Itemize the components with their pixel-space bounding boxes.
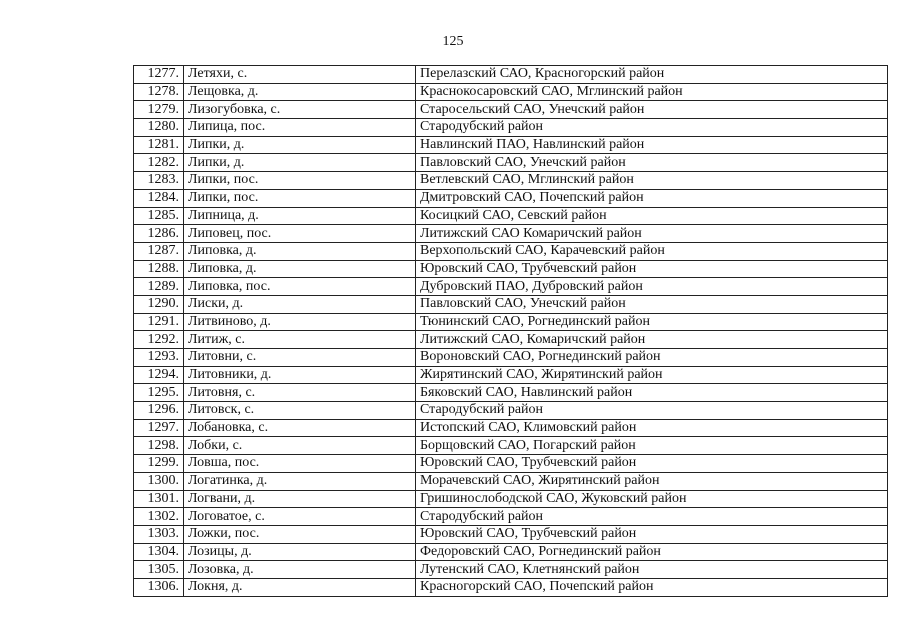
settlement-name: Липница, д.: [184, 207, 416, 225]
table-row: [134, 83, 888, 101]
settlement-name: Липовец, пос.: [184, 225, 416, 243]
administrative-unit: Стародубский район: [416, 402, 888, 420]
row-number: 1294.: [134, 366, 184, 384]
table-row: [134, 119, 888, 137]
table-row: [134, 313, 888, 331]
row-number: 1302.: [134, 508, 184, 526]
table-row: [134, 366, 888, 384]
settlement-name: Липовка, д.: [184, 242, 416, 260]
table-row: [134, 490, 888, 508]
row-number: 1297.: [134, 419, 184, 437]
settlement-name: Летяхи, с.: [184, 66, 416, 84]
row-number: 1296.: [134, 402, 184, 420]
administrative-unit: Стародубский район: [416, 119, 888, 137]
table-row: [134, 136, 888, 154]
row-number: 1306.: [134, 578, 184, 596]
table-row: [134, 455, 888, 473]
administrative-unit: Жирятинский САО, Жирятинский район: [416, 366, 888, 384]
table-row: [134, 189, 888, 207]
row-number: 1292.: [134, 331, 184, 349]
table-row: [134, 154, 888, 172]
settlement-name: Лещовка, д.: [184, 83, 416, 101]
settlement-name: Лозовка, д.: [184, 561, 416, 579]
administrative-unit: Федоровский САО, Рогнединский район: [416, 543, 888, 561]
settlements-table: [133, 65, 888, 597]
table-row: [134, 331, 888, 349]
settlement-name: Липки, пос.: [184, 172, 416, 190]
row-number: 1285.: [134, 207, 184, 225]
table-row: [134, 207, 888, 225]
table-body: [134, 66, 888, 597]
administrative-unit: Косицкий САО, Севский район: [416, 207, 888, 225]
row-number: 1300.: [134, 472, 184, 490]
administrative-unit: Вороновский САО, Рогнединский район: [416, 349, 888, 367]
settlement-name: Липовка, пос.: [184, 278, 416, 296]
settlement-name: Литовск, с.: [184, 402, 416, 420]
administrative-unit: Краснокосаровский САО, Мглинский район: [416, 83, 888, 101]
row-number: 1279.: [134, 101, 184, 119]
row-number: 1299.: [134, 455, 184, 473]
table-row: [134, 419, 888, 437]
settlement-name: Логатинка, д.: [184, 472, 416, 490]
row-number: 1290.: [134, 295, 184, 313]
settlement-name: Лозицы, д.: [184, 543, 416, 561]
row-number: 1291.: [134, 313, 184, 331]
administrative-unit: Верхопольский САО, Карачевский район: [416, 242, 888, 260]
row-number: 1278.: [134, 83, 184, 101]
administrative-unit: Юровский САО, Трубчевский район: [416, 455, 888, 473]
administrative-unit: Ветлевский САО, Мглинский район: [416, 172, 888, 190]
settlement-name: Литовня, с.: [184, 384, 416, 402]
administrative-unit: Литижский САО, Комаричский район: [416, 331, 888, 349]
row-number: 1304.: [134, 543, 184, 561]
row-number: 1305.: [134, 561, 184, 579]
administrative-unit: Навлинский ПАО, Навлинский район: [416, 136, 888, 154]
row-number: 1280.: [134, 119, 184, 137]
settlement-name: Лизогубовка, с.: [184, 101, 416, 119]
row-number: 1298.: [134, 437, 184, 455]
row-number: 1288.: [134, 260, 184, 278]
row-number: 1293.: [134, 349, 184, 367]
administrative-unit: Стародубский район: [416, 508, 888, 526]
table-row: [134, 66, 888, 84]
settlement-name: Логвани, д.: [184, 490, 416, 508]
settlement-name: Лобановка, с.: [184, 419, 416, 437]
settlement-name: Литовники, д.: [184, 366, 416, 384]
table-row: [134, 402, 888, 420]
administrative-unit: Перелазский САО, Красногорский район: [416, 66, 888, 84]
table-row: [134, 543, 888, 561]
settlement-name: Литиж, с.: [184, 331, 416, 349]
administrative-unit: Лутенский САО, Клетнянский район: [416, 561, 888, 579]
row-number: 1295.: [134, 384, 184, 402]
settlement-name: Литовни, с.: [184, 349, 416, 367]
table-row: [134, 384, 888, 402]
administrative-unit: Бяковский САО, Навлинский район: [416, 384, 888, 402]
row-number: 1281.: [134, 136, 184, 154]
table-row: [134, 561, 888, 579]
table-row: [134, 101, 888, 119]
settlement-name: Ложки, пос.: [184, 525, 416, 543]
row-number: 1283.: [134, 172, 184, 190]
row-number: 1301.: [134, 490, 184, 508]
administrative-unit: Юровский САО, Трубчевский район: [416, 260, 888, 278]
row-number: 1284.: [134, 189, 184, 207]
settlement-name: Логоватое, с.: [184, 508, 416, 526]
administrative-unit: Павловский САО, Унечский район: [416, 295, 888, 313]
settlement-name: Липки, д.: [184, 136, 416, 154]
table-row: [134, 260, 888, 278]
table-row: [134, 172, 888, 190]
administrative-unit: Павловский САО, Унечский район: [416, 154, 888, 172]
row-number: 1286.: [134, 225, 184, 243]
table-row: [134, 278, 888, 296]
administrative-unit: Гришинослободской САО, Жуковский район: [416, 490, 888, 508]
row-number: 1277.: [134, 66, 184, 84]
administrative-unit: Юровский САО, Трубчевский район: [416, 525, 888, 543]
administrative-unit: Литижский САО Комаричский район: [416, 225, 888, 243]
administrative-unit: Тюнинский САО, Рогнединский район: [416, 313, 888, 331]
settlement-name: Лиски, д.: [184, 295, 416, 313]
administrative-unit: Красногорский САО, Почепский район: [416, 578, 888, 596]
table-row: [134, 472, 888, 490]
administrative-unit: Морачевский САО, Жирятинский район: [416, 472, 888, 490]
settlement-name: Ловша, пос.: [184, 455, 416, 473]
row-number: 1282.: [134, 154, 184, 172]
settlement-name: Липки, д.: [184, 154, 416, 172]
settlement-name: Литвиново, д.: [184, 313, 416, 331]
table-row: [134, 242, 888, 260]
row-number: 1303.: [134, 525, 184, 543]
row-number: 1289.: [134, 278, 184, 296]
settlement-name: Липица, пос.: [184, 119, 416, 137]
settlement-name: Липовка, д.: [184, 260, 416, 278]
page-number: 125: [442, 34, 464, 49]
settlement-name: Лобки, с.: [184, 437, 416, 455]
table-row: [134, 349, 888, 367]
table-row: [134, 578, 888, 596]
administrative-unit: Дмитровский САО, Почепский район: [416, 189, 888, 207]
table-row: [134, 225, 888, 243]
table-row: [134, 508, 888, 526]
table-row: [134, 525, 888, 543]
table-row: [134, 437, 888, 455]
administrative-unit: Дубровский ПАО, Дубровский район: [416, 278, 888, 296]
settlement-name: Липки, пос.: [184, 189, 416, 207]
administrative-unit: Борщовский САО, Погарский район: [416, 437, 888, 455]
administrative-unit: Истопский САО, Климовский район: [416, 419, 888, 437]
row-number: 1287.: [134, 242, 184, 260]
table-row: [134, 295, 888, 313]
settlement-name: Локня, д.: [184, 578, 416, 596]
administrative-unit: Старосельский САО, Унечский район: [416, 101, 888, 119]
